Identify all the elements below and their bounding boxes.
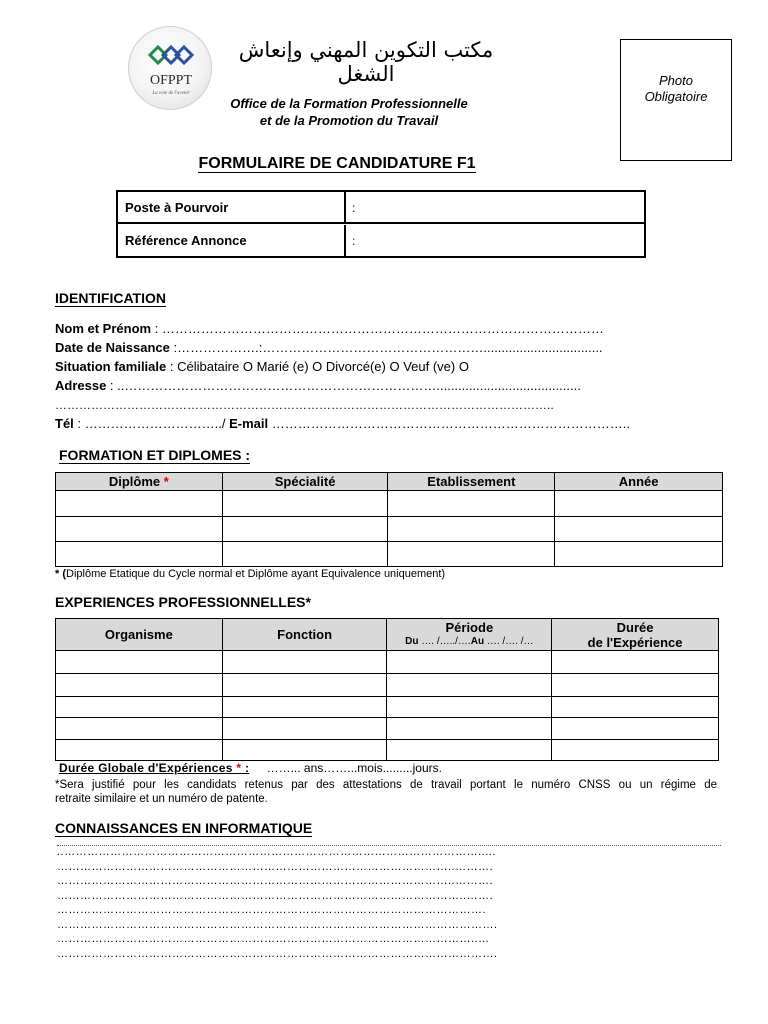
- periode-cell[interactable]: [387, 651, 552, 674]
- duree-cell[interactable]: [552, 740, 719, 761]
- photo-label-line1: Photo: [659, 73, 693, 88]
- dotted-line[interactable]: …………………………………………………………………………………………………….: [57, 947, 498, 960]
- experiences-note-line2: retraite similaire et un numéro de patente.: [55, 793, 268, 805]
- duree-cell[interactable]: [552, 718, 719, 740]
- specialite-cell[interactable]: [222, 542, 388, 567]
- table-row: [56, 517, 723, 542]
- dotted-line[interactable]: ..……………………………………………………………………………………………….....: [57, 846, 496, 858]
- situation-label: Situation familiale: [55, 359, 167, 374]
- poste-label: Poste à Pourvoir: [125, 200, 229, 215]
- photo-box[interactable]: [620, 39, 732, 161]
- fonction-cell[interactable]: [222, 651, 387, 674]
- etablissement-cell[interactable]: [388, 491, 555, 517]
- duree-cell[interactable]: [552, 697, 719, 718]
- identification-heading: IDENTIFICATION: [55, 290, 166, 306]
- poste-row: [118, 192, 644, 224]
- photo-label-line2: Obligatoire: [644, 89, 708, 104]
- nom-dots: : …………………………………………………………………………………………: [151, 321, 604, 336]
- experiences-note-line1: *Sera justifié pour les candidats retenus par des attestations de travail portant le numéro CNSS ou un régime de: [55, 779, 717, 791]
- periode-cell[interactable]: [387, 697, 552, 718]
- fonction-cell[interactable]: [222, 674, 387, 697]
- col-duree: Durée de l'Expérience: [552, 619, 719, 651]
- organisme-cell[interactable]: [56, 651, 223, 674]
- fonction-cell[interactable]: [222, 718, 387, 740]
- poste-value-field[interactable]: :: [352, 201, 356, 215]
- duree-cell[interactable]: [552, 674, 719, 697]
- form-title: FORMULAIRE DE CANDIDATURE F1: [198, 155, 476, 172]
- adresse-label: Adresse: [55, 378, 107, 393]
- informatique-area[interactable]: [57, 845, 721, 962]
- diplome-cell[interactable]: [56, 491, 223, 517]
- specialite-cell[interactable]: [222, 517, 388, 542]
- annee-cell[interactable]: [555, 517, 723, 542]
- col-fonction: Fonction: [222, 619, 387, 651]
- col-specialite: Spécialité: [222, 473, 388, 491]
- col-annee: Année: [555, 473, 723, 491]
- dotted-line[interactable]: …………………………………………………………………………………………..……….: [57, 860, 494, 873]
- organisme-cell[interactable]: [56, 697, 223, 718]
- dotted-line[interactable]: …………………………………………………………………………………………..……….: [57, 875, 494, 887]
- nom-field[interactable]: [55, 321, 604, 336]
- naissance-field[interactable]: [55, 340, 603, 355]
- informatique-heading: CONNAISSANCES EN INFORMATIQUE: [55, 820, 313, 836]
- etablissement-cell[interactable]: [388, 542, 555, 567]
- situation-options: : Célibataire O Marié (e) O Divorcé(e) O Veuf (ve) O: [166, 359, 469, 374]
- email-dots: ………………………………………………………………………..: [268, 416, 630, 431]
- table-row: [56, 651, 719, 674]
- table-row: [56, 718, 719, 740]
- periode-cell[interactable]: [387, 718, 552, 740]
- logo-emblem-icon: [146, 44, 196, 74]
- poste-table: [116, 190, 646, 258]
- formation-table: [55, 472, 723, 567]
- table-row: [56, 740, 719, 761]
- organisme-cell[interactable]: [56, 740, 223, 761]
- org-name-line2: et de la Promotion du Travail: [259, 113, 439, 128]
- dotted-line[interactable]: ………………………………………………………………………………………………….: [57, 904, 487, 916]
- col-etablissement: Etablissement: [388, 473, 555, 491]
- reference-row: [118, 225, 644, 257]
- formation-note: * (Diplôme Etatique du Cycle normal et Diplôme ayant Equivalence uniquement): [55, 568, 446, 580]
- reference-value-field[interactable]: :: [352, 234, 356, 248]
- adresse-field[interactable]: [55, 378, 581, 393]
- formation-header-row: [56, 473, 723, 491]
- arabic-org-title: مكتب التكوين المهني وإنعاش الشغل: [238, 38, 494, 86]
- dotted-line[interactable]: …………………………………………………………………………………………………….: [57, 918, 498, 931]
- situation-field[interactable]: [55, 359, 469, 374]
- experiences-heading: EXPERIENCES PROFESSIONNELLES*: [55, 594, 311, 610]
- logo-tagline: La voie de l'avenir: [152, 91, 190, 96]
- organisme-cell[interactable]: [56, 718, 223, 740]
- nom-label: Nom et Prénom: [55, 321, 152, 336]
- adresse-dots: : ..………………………………………………………………........................................: [106, 378, 581, 393]
- fonction-cell[interactable]: [222, 740, 387, 761]
- fonction-cell[interactable]: [222, 697, 387, 718]
- dotted-line[interactable]: ……………………………………………………………………………………………..…….: [57, 889, 494, 902]
- logo-text: OFPPT: [149, 73, 193, 88]
- col-diplome: Diplôme *: [56, 473, 223, 491]
- annee-cell[interactable]: [555, 542, 723, 567]
- table-row: [56, 674, 719, 697]
- table-row: [56, 491, 723, 517]
- naissance-label: Date de Naissance: [55, 340, 170, 355]
- duree-cell[interactable]: [552, 651, 719, 674]
- naissance-dots: :……………….:…………………………………………….................................: [169, 340, 603, 355]
- formation-heading: FORMATION ET DIPLOMES :: [59, 447, 251, 463]
- tel-label: Tél: [55, 416, 74, 431]
- etablissement-cell[interactable]: [388, 517, 555, 542]
- diplome-cell[interactable]: [56, 542, 223, 567]
- annee-cell[interactable]: [555, 491, 723, 517]
- email-label: E-mail: [229, 416, 269, 431]
- dotted-line[interactable]: ………………………………………………………………………………………………..…: [57, 933, 490, 945]
- experiences-header-row: [56, 619, 719, 651]
- duree-globale-label: Durée Globale d'Expériences * :: [59, 761, 250, 775]
- table-row: [56, 542, 723, 567]
- table-row: [56, 697, 719, 718]
- col-periode: Période Du …. /…../….Au …. /…. /…: [387, 619, 552, 651]
- tel-dots: : …………………………../: [73, 416, 230, 431]
- reference-label: Référence Annonce: [125, 233, 247, 248]
- experiences-table: [55, 618, 719, 761]
- adresse-line2[interactable]: ……………………………………………………………………………………………………………..: [55, 398, 554, 412]
- periode-cell[interactable]: [387, 740, 552, 761]
- duree-globale-field[interactable]: [59, 761, 442, 775]
- organisme-cell[interactable]: [56, 674, 223, 697]
- col-organisme: Organisme: [56, 619, 223, 651]
- tel-email-field[interactable]: [55, 416, 630, 431]
- specialite-cell[interactable]: [222, 491, 388, 517]
- diplome-cell[interactable]: [56, 517, 223, 542]
- duree-globale-value: ……... ans……...mois.........jours.: [266, 761, 442, 775]
- periode-cell[interactable]: [387, 674, 552, 697]
- org-name-line1: Office de la Formation Professionnelle: [230, 96, 468, 111]
